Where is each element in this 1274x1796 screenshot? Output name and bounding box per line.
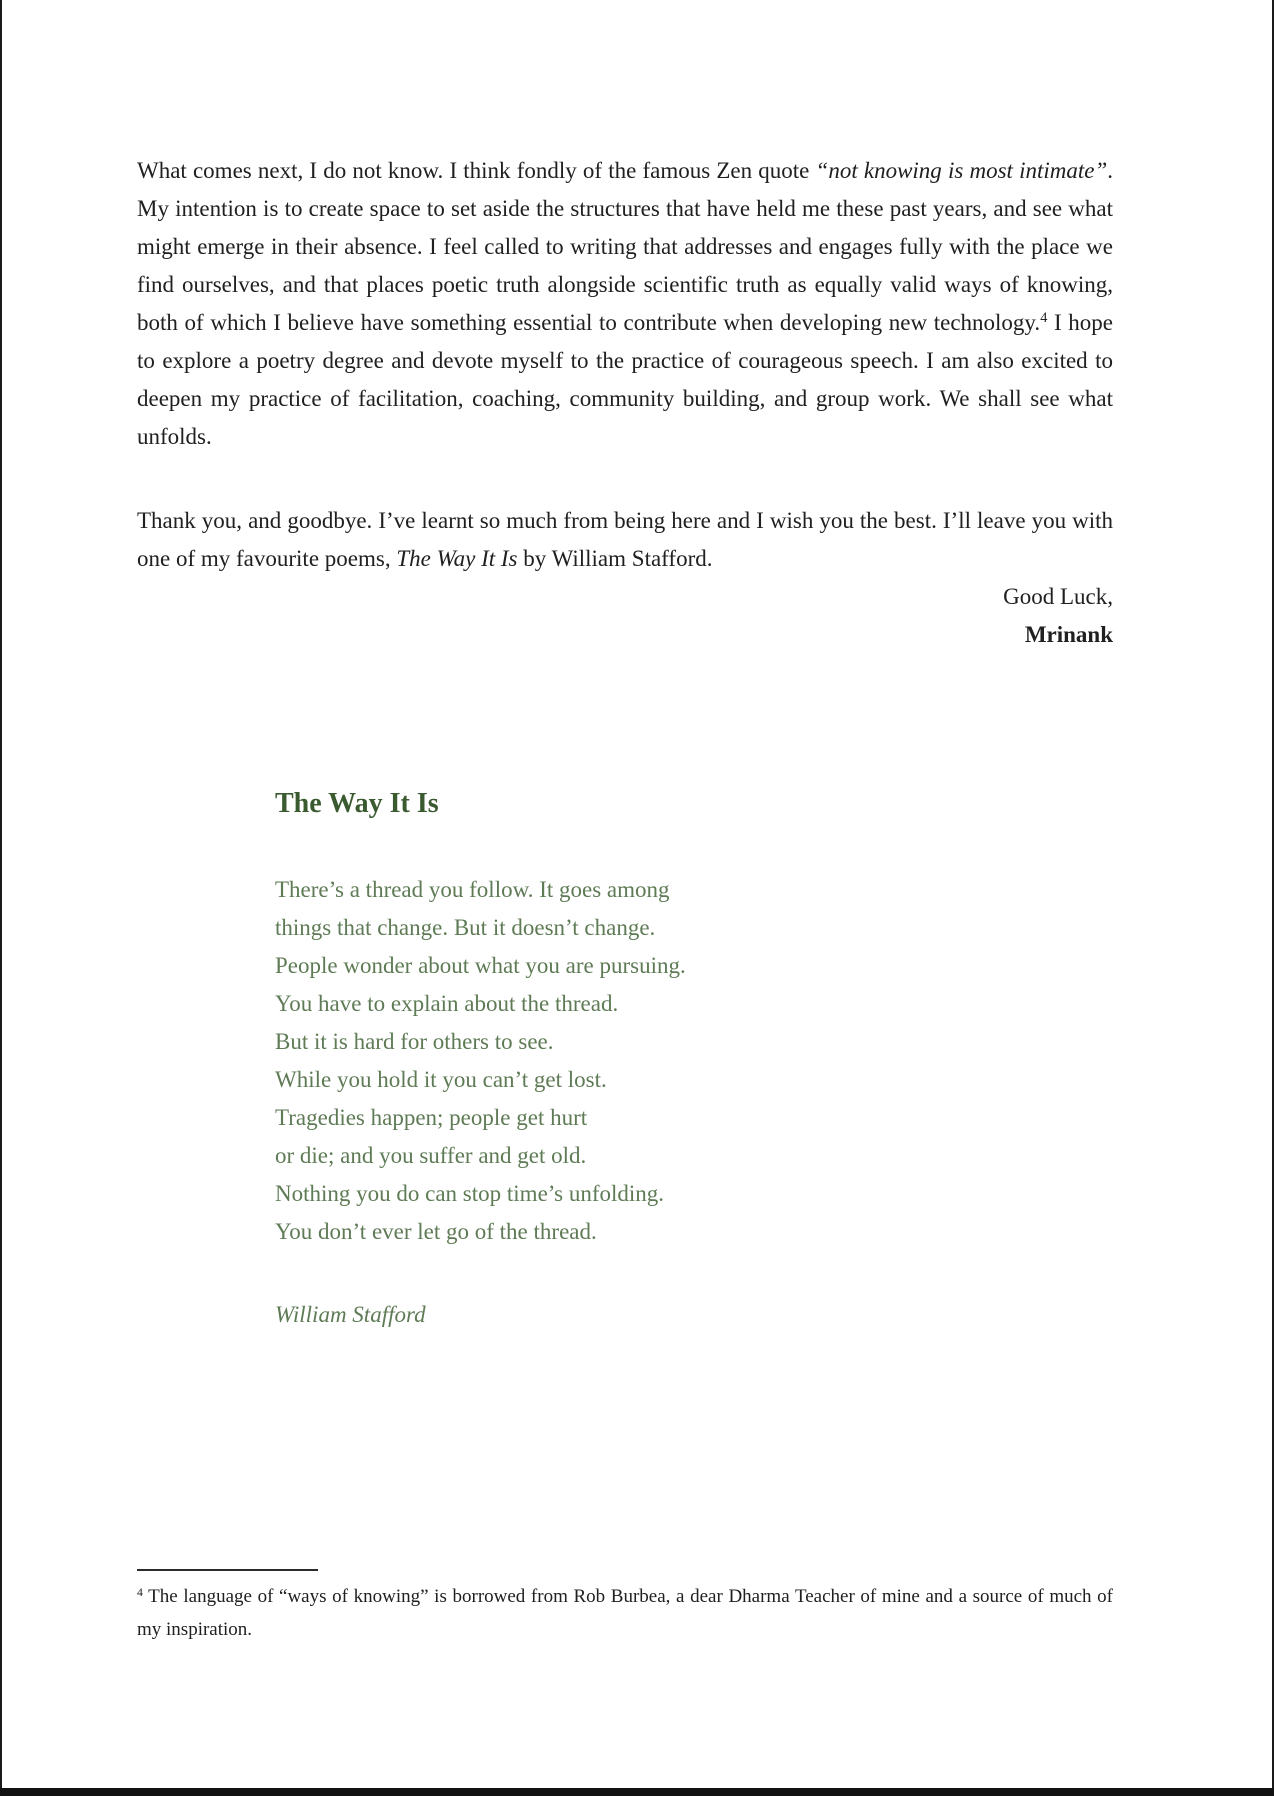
page-border-bottom	[0, 1788, 1274, 1796]
text-run: 4	[137, 1585, 143, 1599]
poem-line: Nothing you do can stop time’s unfolding.	[275, 1181, 665, 1206]
signoff-text: Good Luck,	[1003, 584, 1113, 609]
poem-line: While you hold it you can’t get lost.	[275, 1067, 607, 1092]
text-run: . My intention is to create space to set aside the structures that have held me these past years, and see what might emerge in their absence. I feel called to writing that addresses and engages fully with the place we find ourselves, and that places poetic truth alongside scientific truth as equally valid ways of knowing, both of which I believe have something essential to contribute when developing new technology.	[137, 158, 1113, 335]
text-run: The Way It Is	[396, 546, 518, 571]
signature-name: Mrinank	[1024, 622, 1113, 647]
poem-line: Tragedies happen; people get hurt	[275, 1105, 588, 1130]
page-border-left	[0, 0, 2, 1796]
text-run: Thank you, and goodbye. I’ve learnt so much from being here and I wish you the best. I’ll leave you with one of my favourite poems,	[137, 508, 1113, 571]
footnote-text	[137, 1580, 1113, 1646]
poem-line: There’s a thread you follow. It goes among	[275, 877, 670, 902]
poem-section	[275, 787, 1113, 1334]
poem-line: But it is hard for others to see.	[275, 1029, 554, 1054]
text-run: by William Stafford.	[517, 546, 713, 571]
poem-line: You don’t ever let go of the thread.	[275, 1219, 597, 1244]
text-run: The language of “ways of knowing” is borrowed from Rob Burbea, a dear Dharma Teacher of mine and a source of much of my inspiration.	[137, 1586, 1113, 1640]
footnote	[137, 1569, 1113, 1646]
text-run: “not knowing is most intimate”	[815, 158, 1108, 183]
poem-attribution: William Stafford	[275, 1302, 426, 1327]
text-run: I hope to explore a poetry degree and devote myself to the practice of courageous speech. I am also excited to deepen my practice of facilitation, coaching, community building, and group work. We shall see what unfolds.	[137, 310, 1113, 449]
footnote-separator-rule	[137, 1569, 318, 1571]
poem-line: things that change. But it doesn’t change.	[275, 915, 656, 940]
opening-paragraph	[137, 152, 1113, 456]
poem-line: You have to explain about the thread.	[275, 991, 619, 1016]
poem	[275, 871, 1113, 1251]
poem-title: The Way It Is	[275, 788, 439, 819]
closing-paragraph	[137, 502, 1113, 578]
text-run: What comes next, I do not know. I think fondly of the famous Zen quote	[137, 158, 816, 183]
poem-line: People wonder about what you are pursuing.	[275, 953, 686, 978]
text-run: 4	[1040, 310, 1048, 327]
letter-body	[137, 0, 1113, 1334]
poem-line: or die; and you suffer and get old.	[275, 1143, 587, 1168]
